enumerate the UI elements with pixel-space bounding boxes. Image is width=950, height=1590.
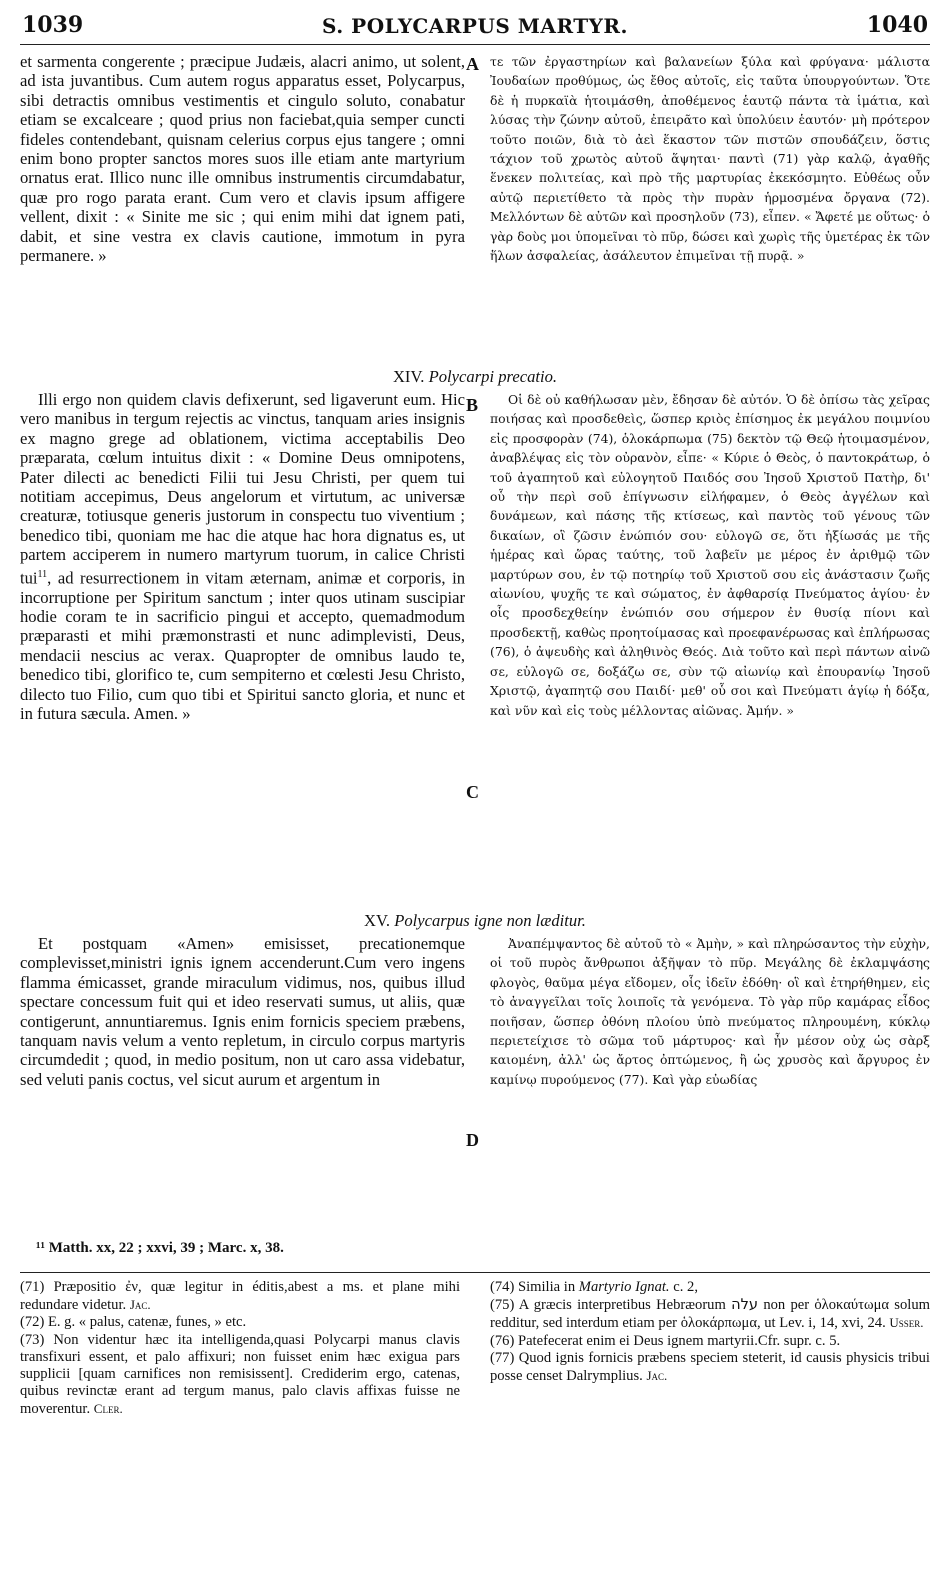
note-italic: Martyrio Ignat. <box>578 1279 670 1295</box>
note-signature: Jac. <box>129 1297 151 1313</box>
note-signature: Jac. <box>646 1368 668 1384</box>
margin-marker-a: A <box>466 54 479 74</box>
note-text: (77) Quod ignis fornicis præbens speciem steterit, id causis physicis tribui posse censet Dalrymplius. <box>490 1349 930 1385</box>
note-signature: Cler. <box>93 1401 123 1417</box>
margin-marker-d: D <box>466 1130 479 1150</box>
page-number-left: 1039 <box>22 12 84 38</box>
note-74 <box>490 1279 930 1296</box>
section-number: XV. <box>364 911 391 930</box>
latin-column-block-2 <box>20 390 465 723</box>
greek-column-block-1 <box>490 52 930 265</box>
section-title: Polycarpi precatio. <box>428 367 558 386</box>
greek-paragraph: τε τῶν ἐργαστηρίων καὶ βαλανείων ξύλα καὶ φρύγανα· μάλιστα Ἰουδαίων προθύμως, ὡς ἔθος αὐτοῖς, εἰς ταῦτα ὑπουργούντων. Ὅτε δὲ ἡ πυρκαϊὰ ἡτοιμάσθη, ἀποθέμενος ἑαυτῷ πάντα τὰ ἱμάτια, καὶ λύσας τὴν ζώνην αὐτοῦ, ἐπειρᾶτο καὶ ὑπολύειν ἑαυτόν· μὴ πρότερον τοῦτο ποιῶν, διὰ τὸ ἀεὶ ἕκαστον τῶν πιστῶν σπουδάζειν, ὅστις τάχιον τοῦ χρωτὸς αὐτοῦ ἅψηται· παντὶ (71) γὰρ καλῷ, ἀγαθῆς ἕνεκεν πολιτείας, καὶ πρὸ τῆς μαρτυρίας ἐκεκόσμητο. Εὐθέως οὖν αὐτῷ περιετίθετο τὰ πρὸς τὴν πυρὰν ἡρμοσμένα ὄργανα (72). Μελλόντων δὲ αὐτῶν καὶ προσηλοῦν (73), εἶπεν. « Ἄφετέ με οὕτως· ὁ γὰρ δοὺς μοι ὑπομεῖναι τὸ πῦρ, δώσει καὶ χωρὶς τῆς ὑμετέρας ἐκ τῶν ἥλων ἀσφαλείας, ἀσάλευτον ἐπιμεῖναι τῇ πυρᾷ. » <box>490 54 930 264</box>
note-71 <box>20 1279 460 1314</box>
latin-column-block-1 <box>20 52 465 265</box>
page-number-right: 1040 <box>866 12 928 38</box>
notes-left-column <box>20 1279 460 1419</box>
note-text: (71) Præpositio ἐν, quæ legitur in éditis,abest a ms. et plane mihi redundare videtur. <box>20 1279 460 1314</box>
latin-paragraph: et sarmenta congerente ; præcipue Judæis, alacri animo, ut solent, ad ista juvantibus. Cum autem rogus apparatus esset, Polycarpus, sibi detractis omnibus vestimentis et cingulo soluto, conabatur etiam se excalceare ; quod prius non faciebat,quia semper cuncti fideles contendebant, quisnam celerius corpus ejus tangere ; omni enim bono propter sanctos mores suos ille etiam ante martyrium ornatus erat. Illico nunc ille omnibus instrumentis circumdabatur, quæ pro rogo parata erant. Cum vero et clavis ipsum affigere vellent, dixit : « Sinite me sic ; qui enim mihi dat ignem pati, dabit, et sine vestra ex clavis cautione, immotum in pyra permanere. » <box>20 52 465 266</box>
greek-column-block-3 <box>490 934 930 1089</box>
margin-marker-c: C <box>466 782 479 802</box>
scripture-footnote: ¹¹ Matth. xx, 22 ; xxvi, 39 ; Marc. x, 38. <box>36 1240 284 1256</box>
header-rule <box>20 44 930 45</box>
greek-paragraph: Ἀναπέμψαντος δὲ αὐτοῦ τὸ « Ἀμὴν, » καὶ πληρώσαντος τὴν εὐχὴν, οἱ τοῦ πυρὸς ἄνθρωποι ἀξῆψαν τὸ πῦρ. Μεγάλης δὲ ἐκλαμψάσης φλογὸς, θαῦμα μέγα εἴδομεν, οἷς ἰδεῖν ἐδόθη· οἳ καὶ ἐτηρήθημεν, εἰς τὸ ἀναγγεῖλαι τοῖς λοιποῖς τὰ γενόμενα. Τὸ γὰρ πῦρ καμάρας εἶδος ποιῆσαν, ὥσπερ ὀθόνη πλοίου ὑπὸ πνεύματος πληρουμένη, κύκλῳ περιετείχισε τὸ σῶμα τοῦ μάρτυρος· καὶ ἦν μέσον οὐχ ὡς σὰρξ καιομένη, ἀλλ' ὡς ἄρτος ὀπτώμενος, ἢ ὡς χρυσὸς καὶ ἄργυρος ἐν καμίνῳ πυρούμενος (77). Καὶ γὰρ εὐωδίας <box>490 936 930 1087</box>
note-text: (74) Similia in <box>490 1279 579 1295</box>
section-number: XIV. <box>392 367 425 386</box>
latin-text: , ad resurrectionem in vitam æternam, animæ et corporis, in incorruptione per Spiritum sanctum ; inter quos utinam suscipiar hodie coram te in sacrificio pingui et accepto, quemadmodum præparasti et mihi præmonstrasti et nunc adimplevisti, Deus, mendacii nescius ac verax. Quapropter de omnibus laudo te, benedico tibi, glorifico te, cum sempiterno et cœlesti Jesu Christo, dilecto tuo Filio, cum quo tibi et Spiritui sancto gloria, et nunc et in futura sæcula. Amen. » <box>20 568 465 724</box>
section-heading-xv <box>0 911 950 931</box>
section-heading-xiv <box>0 367 950 387</box>
note-72: (72) E. g. « palus, catenæ, funes, » etc. <box>20 1314 247 1331</box>
notes-rule <box>20 1272 930 1273</box>
note-signature: Usser. <box>889 1315 924 1331</box>
scripture-ref: 11 <box>37 568 48 580</box>
section-title: Polycarpus igne non læditur. <box>394 911 586 930</box>
running-title: S. POLYCARPUS MARTYR. <box>322 14 628 38</box>
note-text: (75) A græcis interpretibus Hebræorum <box>490 1297 732 1314</box>
note-75 <box>490 1296 930 1332</box>
note-73 <box>20 1332 460 1419</box>
margin-marker-b: B <box>466 395 479 415</box>
note-77 <box>490 1350 930 1385</box>
greek-paragraph: Οἱ δὲ οὐ καθήλωσαν μὲν, ἔδησαν δὲ αὐτόν. Ὁ δὲ ὀπίσω τὰς χεῖρας ποιήσας καὶ προσδεθεὶς, ὥσπερ κριὸς ἐπίσημος ἐκ μεγάλου ποιμνίου εἰς προσφορὰν (74), ὁλοκάρπωμα (75) δεκτὸν τῷ Θεῷ ἡτοιμασμένον, ἀναβλέψας εἰς τὸν οὐρανὸν, εἶπε· « Κύριε ὁ Θεὸς, ὁ παντοκράτωρ, ὁ τοῦ ἀγαπητοῦ καὶ εὐλογητοῦ Παιδός σου Ἰησοῦ Χριστοῦ Πατὴρ, δι' οὗ τὴν περὶ σοῦ ἐπίγνωσιν εἰλήφαμεν, ὁ Θεὸς ἀγγέλων καὶ δυνάμεων, καὶ πάσης τῆς κτίσεως, καὶ παντὸς τοῦ γένους τῶν δικαίων, οἳ ζῶσιν ἐνώπιόν σου· εὐλογῶ σε, ὅτι ἠξίωσάς με τῆς ἡμέρας καὶ ὥρας ταύτης, τοῦ λαβεῖν με μέρος ἐν ἀριθμῷ τῶν μαρτύρων σου, ἐν τῷ ποτηρίῳ τοῦ Χριστοῦ σου εἰς ἀνάστασιν ζωῆς αἰωνίου, ψυχῆς τε καὶ σώματος, ἐν ἀφθαρσίᾳ Πνεύματος ἁγίου· ἐν οἷς προσδεχθείην ἐνώπιόν σου σήμερον ἐν θυσίᾳ πίονι καὶ προσδεκτῇ, καθὼς προητοίμασας καὶ προεφανέρωσας καὶ ἐπλήρωσας (76), ὁ ἀψευδὴς καὶ ἀληθινὸς Θεός. Διὰ τοῦτο καὶ περὶ πάντων αἰνῶ σε, εὐλογῶ σε, δοξάζω σε, σὺν τῷ αἰωνίῳ καὶ ἐπουρανίῳ Ἰησοῦ Χριστῷ, ἀγαπητῷ σου Παιδί· μεθ' οὗ σοι καὶ Πνεύματι ἁγίῳ ἡ δόξα, καὶ νῦν καὶ εἰς τοὺς μέλλοντας αἰῶνας. Ἀμήν. » <box>490 392 930 718</box>
latin-text: Illi ergo non quidem clavis defixerunt, sed ligaverunt eum. Hic vero manibus in tergum rejectis ac vinctus, tanquam aries insignis ex magno grege ad oblationem, victima acceptabilis Deo præparata, cœlum intuitus dixit : « Domine Deus omnipotens, Pater dilecti ac benedicti Filii tui Jesu Christi, per quem tui notitiam accepimus, Deus angelorum et virtutum, ac universæ creaturæ, totiusque generis justorum in conspectu tuo viventium ; benedico tibi, quoniam me hac die atque hac hora dignatus es, ut partem acciperem in numero martyrum tuorum, in calice Christi tui <box>20 390 465 588</box>
latin-column-block-3 <box>20 934 465 1089</box>
latin-paragraph: Et postquam «Amen» emisisset, precationemque complevisset,ministri ignis ignem accenderunt.Cum vero ingens flamma émicasset, grande miraculum vidimus, nos, quibus illud spectare concessum fuit qui et ideo reservati sumus, ut aliis, quæ contigerunt, annuntiaremus. Ignis enim fornicis speciem præbens, tanquam navis velum a vento repletum, in circulo corpus martyris circumdedit ; quod, in medio positum, non ut caro assa videbatur, sed veluti panis coctus, vel sicut aurum et argentum in <box>20 934 465 1089</box>
greek-column-block-2 <box>490 390 930 720</box>
latin-paragraph <box>20 390 465 723</box>
note-text: non per ὁλοκαύτωμα solum redditur, sed interdum etiam per ὁλοκάρπωμα, ut Lev. i, 14, xvi, 24. <box>490 1297 930 1332</box>
hebrew-word: עלה <box>731 1296 759 1314</box>
notes-right-column <box>490 1279 930 1385</box>
note-76: (76) Patefecerat enim ei Deus ignem martyrii.Cfr. supr. c. 5. <box>490 1332 841 1349</box>
note-text: (73) Non videntur hæc ita intelligenda,quasi Polycarpi manus clavis transfixuri essent, et palo affixuri; non fuisset enim hæc exigua pars supplicii [quam carnifices non remisissent]. Crediderim ergo, catenas, quibus revinctæ erant ad tergum manus, palo clavis affixas fuisse ne moverentur. <box>20 1331 460 1418</box>
note-text: c. 2, <box>669 1279 698 1295</box>
page-header <box>22 8 928 44</box>
